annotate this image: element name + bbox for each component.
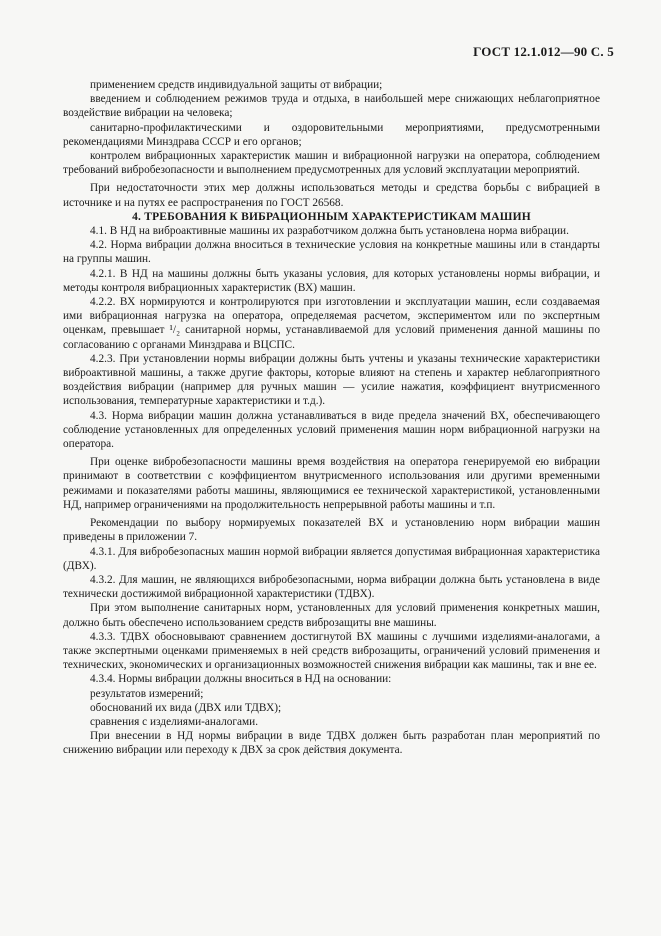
section-paragraph: 4.2.2. ВХ нормируются и контролируются при изготовлении и эксплуатации машин, если создаваемая ими вибрационная нагрузка на оператора, определяемая расчетом, экспериментом или по экспертным оценкам, превышает ¹/₂ санитарной нормы, устанавливаемой для условий применения данной машины по согласованию с органами Минздрава и ВЦСПС.	[63, 296, 600, 351]
section-paragraph: 4.3.2. Для машин, не являющихся вибробезопасными, норма вибрации должна быть установлена в виде технически достижимой вибрационной характеристики (ТДВХ).	[63, 573, 600, 601]
section-paragraph: обоснований их вида (ДВХ или ТДВХ);	[90, 701, 282, 714]
section-paragraph: 4.2.1. В НД на машины должны быть указаны условия, для которых установлены нормы вибрации, и методы контроля вибрационных характеристик (ВХ) машин.	[63, 267, 600, 294]
section-paragraph: 4.3. Норма вибрации машин должна устанавливаться в виде предела значений ВХ, обеспечивающего соблюдение установленных для определенных условий применения машин норм вибрационной нагрузки на оператора.	[63, 409, 600, 451]
section-paragraph: При внесении в НД нормы вибрации в виде ТДВХ должен быть разработан план мероприятий по снижению вибрации или переходу к ДВХ за срок действия документа.	[63, 730, 600, 757]
intro-paragraph: контролем вибрационных характеристик машин и вибрационной нагрузки на оператора, соблюдением требований вибробезопасности и выполнением предусмотренных для условий эксплуатации мероприятий.	[63, 150, 600, 177]
section-paragraph: 4.3.1. Для вибробезопасных машин нормой вибрации является допустимая вибрационная характеристика (ДВХ).	[63, 545, 600, 572]
intro-paragraph: введением и соблюдением режимов труда и отдыха, в наибольшей мере снижающих неблагоприятное воздействие вибрации на человека;	[63, 93, 600, 120]
section-paragraph: 4.3.4. Нормы вибрации должны вноситься в НД на основании:	[90, 673, 392, 686]
section-paragraph: При оценке вибробезопасности машины время воздействия на оператора генерируемой ею вибрации принимают в соответствии с коэффициентом внутрисменного использования или другими временными режимами и показателями работы машины, являющимися ее технической характеристикой, установленными НД, например ограничениями на продолжительность непрерывной работы машины и т.п.	[63, 456, 600, 511]
section-paragraph: 4.2. Норма вибрации должна вноситься в технические условия на конкретные машины или в стандарты на группы машин.	[63, 239, 600, 266]
intro-paragraph: При недостаточности этих мер должны использоваться методы и средства борьбы с вибрацией в источнике и на путях ее распространения по ГОСТ 26568.	[63, 182, 600, 209]
document-body	[63, 78, 600, 758]
section-paragraph: 4.1. В НД на виброактивные машины их разработчиком должна быть установлена норма вибрации.	[90, 225, 569, 238]
page-header: ГОСТ 12.1.012—90 С. 5	[473, 44, 614, 59]
section-paragraph: Рекомендации по выбору нормируемых показателей ВХ и установлению норм вибрации машин приведены в приложении 7.	[63, 517, 600, 544]
section-paragraph: результатов измерений;	[90, 687, 204, 700]
intro-paragraph: применением средств индивидуальной защиты от вибрации;	[90, 79, 383, 91]
section-paragraph: При этом выполнение санитарных норм, установленных для условий применения конкретных машин, должно быть обеспечено использованием средств виброзащиты вне машины.	[63, 602, 600, 629]
section-paragraph: 4.3.3. ТДВХ обосновывают сравнением достигнутой ВХ машины с лучшими изделиями-аналогами, а также экспертными оценками применяемых в ней средств виброзащиты, ограничений условий применения и технических, экономических и организационных возможностей снижения вибрации как машины, так и вне ее.	[63, 630, 600, 672]
intro-paragraph: санитарно-профилактическими и оздоровительными мероприятиями, предусмотренными рекомендациями Минздрава СССР и его органов;	[63, 121, 600, 148]
section-title: 4. ТРЕБОВАНИЯ К ВИБРАЦИОННЫМ ХАРАКТЕРИСТИКАМ МАШИН	[132, 210, 531, 223]
section-paragraph: 4.2.3. При установлении нормы вибрации должны быть учтены и указаны технические характеристики виброактивной машины, а также другие факторы, которые влияют на степень и характер неблагоприятного воздействия вибрации (например для ручных машин — усилие нажатия, коэффициент внутрисменного использования, температурные характеристики и т.д.).	[63, 352, 600, 408]
section-paragraph: сравнения с изделиями-аналогами.	[90, 715, 259, 728]
